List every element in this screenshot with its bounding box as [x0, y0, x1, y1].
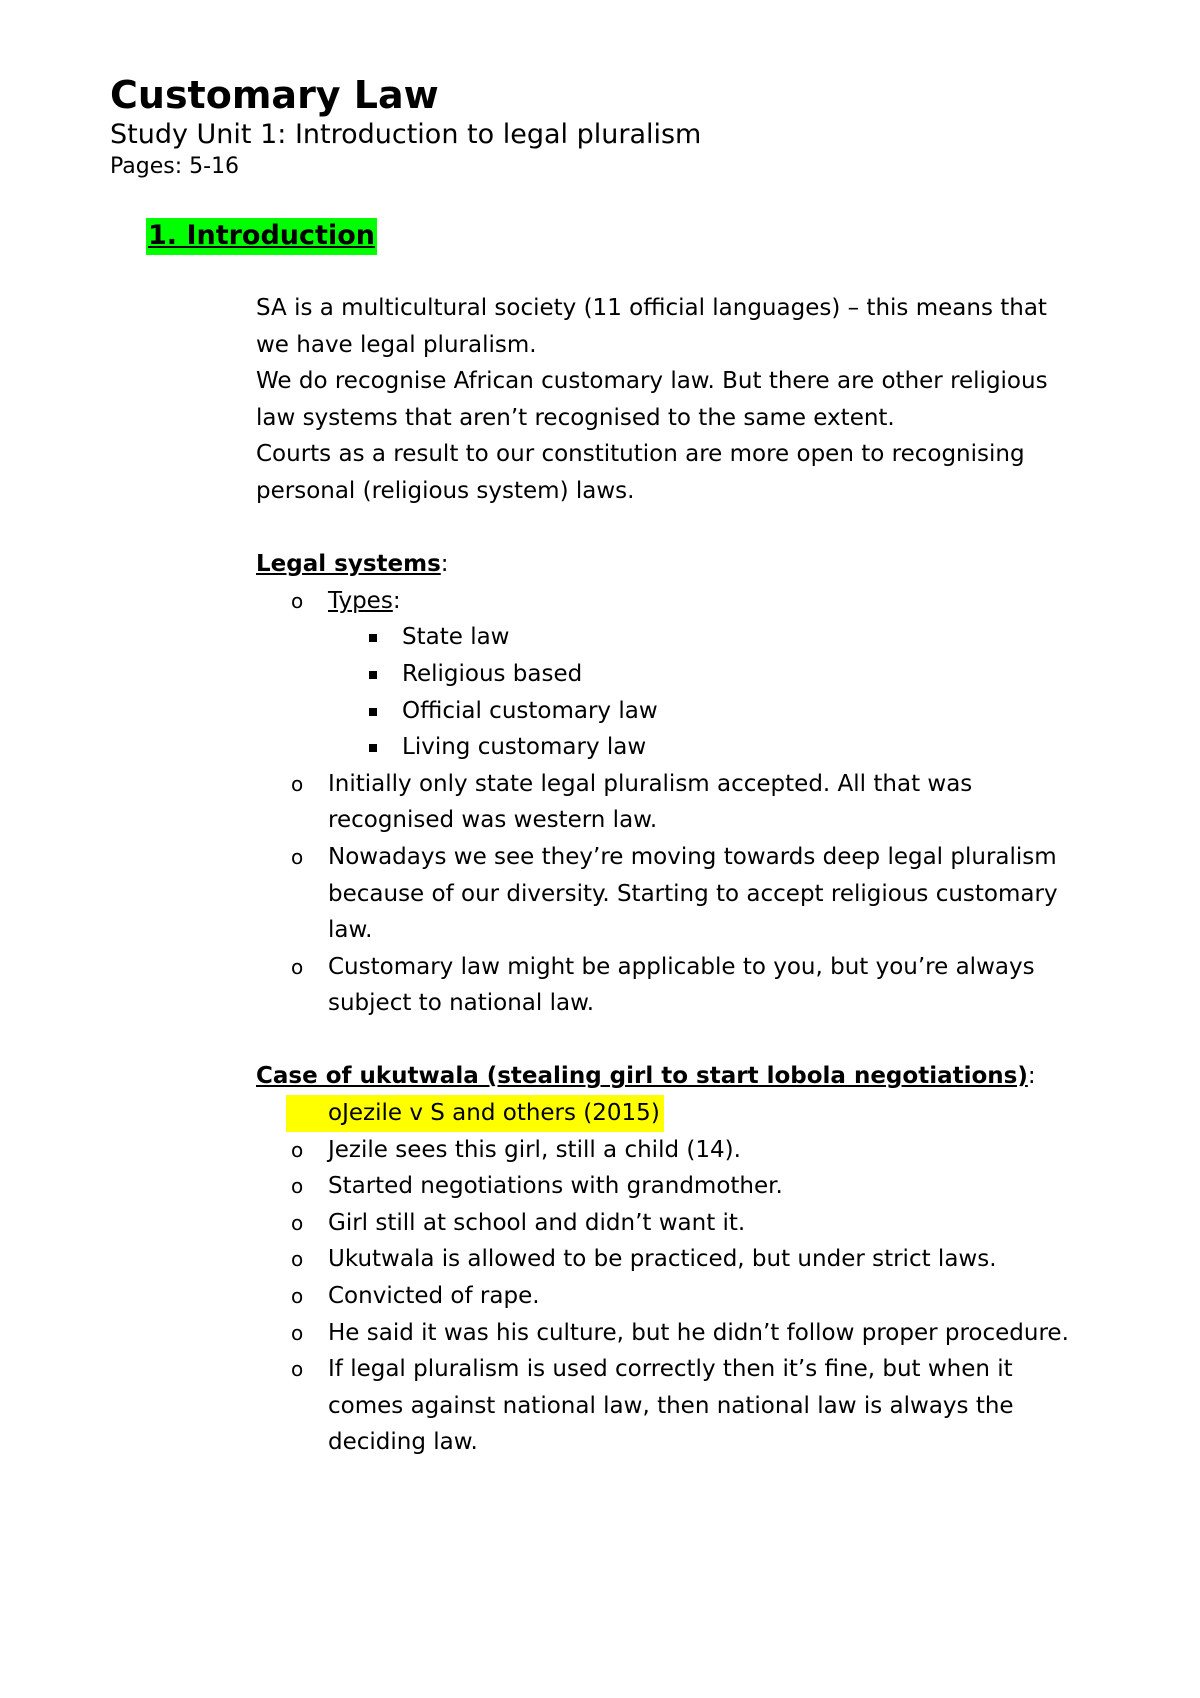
list-item-text: Ukutwala is allowed to be practiced, but under strict laws.	[328, 1246, 997, 1273]
type-item	[402, 619, 1086, 656]
ukutwala-heading	[256, 1058, 1086, 1095]
square-bullet-icon	[369, 708, 377, 716]
circle-bullet-icon: o	[291, 1174, 304, 1199]
list-item	[291, 1132, 1086, 1169]
type-item	[402, 693, 1086, 730]
list-item	[291, 1168, 1086, 1205]
ukutwala-colon: :	[1027, 1063, 1036, 1090]
list-item	[291, 949, 1086, 1022]
intro-paragraph-3: Courts as a result to our constitution are more open to recognising personal (religious system) laws.	[256, 441, 1025, 504]
list-item-types	[291, 583, 1086, 766]
ukutwala-list	[256, 1095, 1086, 1461]
document-title: Customary Law	[110, 73, 439, 117]
type-item-text: Official customary law	[402, 697, 658, 724]
list-item-text: Convicted of rape.	[328, 1283, 540, 1310]
list-item	[291, 1241, 1086, 1278]
type-item	[402, 656, 1086, 693]
ukutwala-heading-text: Case of ukutwala (stealing girl to start lobola negotiations)	[256, 1063, 1028, 1090]
intro-paragraph-1: SA is a multicultural society (11 official languages) – this means that we have legal pluralism.	[256, 295, 1047, 358]
type-item-text: Religious based	[402, 660, 583, 687]
type-item-text: State law	[402, 624, 510, 651]
document-subtitle: Study Unit 1: Introduction to legal pluralism	[110, 119, 702, 150]
intro-paragraph-2: We do recognise African customary law. But there are other religious law systems that aren’t recognised to the same extent.	[256, 368, 1048, 431]
document-pages: Pages: 5-16	[110, 154, 240, 179]
circle-bullet-icon: o	[291, 1137, 304, 1162]
spacer	[256, 1022, 1086, 1059]
type-item-text: Living customary law	[402, 734, 647, 761]
list-item-text: Started negotiations with grandmother.	[328, 1173, 783, 1200]
square-bullet-icon	[369, 671, 377, 679]
section-heading-text: 1. Introduction	[146, 218, 377, 255]
circle-bullet-icon: o	[291, 771, 304, 796]
list-item-highlighted	[328, 1095, 1086, 1132]
types-colon: :	[392, 587, 401, 614]
list-item	[291, 1315, 1086, 1352]
circle-bullet-icon: o	[328, 1100, 343, 1127]
circle-bullet-icon: o	[291, 1247, 304, 1272]
section-heading-introduction	[146, 216, 377, 256]
section-body	[256, 290, 1086, 1461]
legal-systems-list	[256, 583, 1086, 1022]
list-item	[291, 1351, 1086, 1461]
legal-systems-colon: :	[440, 551, 449, 578]
square-bullet-icon	[369, 744, 377, 752]
list-item-text: If legal pluralism is used correctly then it’s fine, but when it comes against national law, then national law is always the deciding law.	[328, 1356, 1014, 1456]
types-list	[328, 619, 1086, 765]
types-label: Types	[328, 587, 393, 614]
list-item-text: Girl still at school and didn’t want it.	[328, 1209, 746, 1236]
list-item-text: Jezile sees this girl, still a child (14).	[328, 1136, 741, 1163]
case-citation: Jezile v S and others (2015)	[342, 1100, 660, 1127]
circle-bullet-icon: o	[291, 1284, 304, 1309]
circle-bullet-icon: o	[291, 1210, 304, 1235]
list-item	[291, 839, 1086, 949]
type-item	[402, 729, 1086, 766]
list-item-text: He said it was his culture, but he didn’t follow proper procedure.	[328, 1319, 1069, 1346]
list-item	[291, 1278, 1086, 1315]
circle-bullet-icon: o	[291, 1357, 304, 1382]
list-item	[291, 1205, 1086, 1242]
circle-bullet-icon: o	[291, 1320, 304, 1345]
list-item-text: Customary law might be applicable to you, but you’re always subject to national law.	[328, 953, 1035, 1017]
spacer	[256, 510, 1086, 547]
list-item-text: Nowadays we see they’re moving towards deep legal pluralism because of our diversity. Starting to accept religious customary law.	[328, 843, 1058, 944]
highlight-mark	[286, 1095, 664, 1132]
legal-systems-heading-text: Legal systems	[256, 551, 441, 578]
list-item	[291, 766, 1086, 839]
legal-systems-heading	[256, 546, 1086, 583]
circle-bullet-icon: o	[291, 844, 304, 869]
circle-bullet-icon: o	[291, 588, 304, 613]
square-bullet-icon	[369, 634, 377, 642]
circle-bullet-icon: o	[291, 954, 304, 979]
list-item-text: Initially only state legal pluralism accepted. All that was recognised was western law.	[328, 770, 973, 834]
